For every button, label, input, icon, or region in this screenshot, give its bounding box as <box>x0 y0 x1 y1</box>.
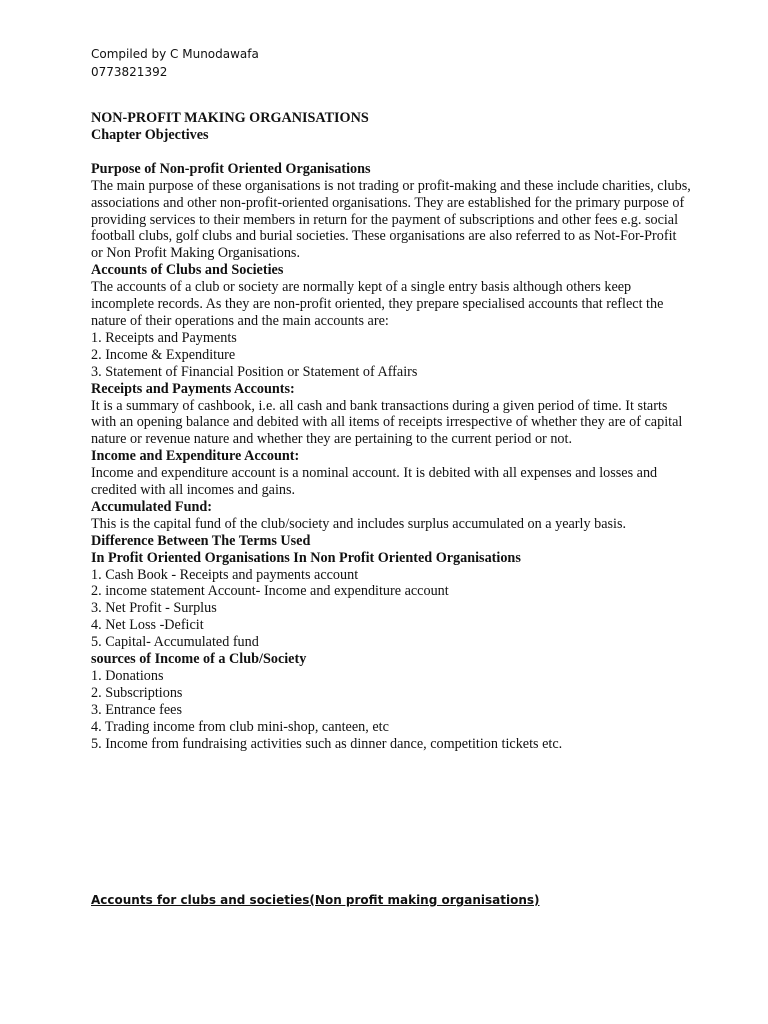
list-item: 3. Entrance fees <box>91 701 182 718</box>
sources-heading: sources of Income of a Club/Society <box>91 651 307 668</box>
list-item: 2. income statement Account- Income and expenditure account <box>91 583 449 600</box>
list-item: 3. Statement of Financial Position or Statement of Affairs <box>91 363 418 380</box>
list-item: 1. Receipts and Payments <box>91 329 237 346</box>
footer-heading: Accounts for clubs and societies(Non profit making organisations) <box>91 893 540 907</box>
chapter-objectives-heading: Chapter Objectives <box>91 126 209 143</box>
receipts-payments-heading: Receipts and Payments Accounts: <box>91 380 295 397</box>
purpose-heading: Purpose of Non-profit Oriented Organisations <box>91 160 371 177</box>
income-expenditure-paragraph: Income and expenditure account is a nominal account. It is debited with all expenses and losses and credited with all incomes and gains. <box>91 465 658 499</box>
spacer <box>91 144 691 161</box>
income-expenditure-heading: Income and Expenditure Account: <box>91 448 300 465</box>
purpose-paragraph: The main purpose of these organisations is not trading or profit-making and these include charities, clubs, associations and other non-profit-oriented organisations. They are established for the primary purpose of providing services to their members in return for the payment of subscriptions and other fees e.g. social football clubs, golf clubs and burial societies. These organisations are also referred to as Not-For-Profit or Non Profit Making Organisations. <box>91 177 691 262</box>
list-item: 5. Capital- Accumulated fund <box>91 634 259 651</box>
document-header <box>91 45 259 81</box>
document-body <box>91 110 691 753</box>
receipts-payments-paragraph: It is a summary of cashbook, i.e. all cash and bank transactions during a given period of time. It starts with an opening balance and debited with all items of receipts irrespective of whether they are of capital nature or revenue nature and whether they are pertaining to the current period or not. <box>91 397 683 448</box>
difference-subheading: In Profit Oriented Organisations In Non Profit Oriented Organisations <box>91 549 521 566</box>
compiled-by-text: Compiled by C Munodawafa <box>91 47 259 61</box>
list-item: 2. Income & Expenditure <box>91 346 236 363</box>
phone-number-text: 0773821392 <box>91 65 168 79</box>
list-item: 1. Donations <box>91 668 164 684</box>
list-item: 2. Subscriptions <box>91 684 183 701</box>
list-item: 5. Income from fundraising activities such as dinner dance, competition tickets etc. <box>91 735 563 752</box>
list-item: 1. Cash Book - Receipts and payments account <box>91 566 359 583</box>
list-item: 4. Trading income from club mini-shop, canteen, etc <box>91 718 389 735</box>
list-item: 4. Net Loss -Deficit <box>91 617 204 634</box>
document-title: NON-PROFIT MAKING ORGANISATIONS <box>91 110 369 126</box>
accumulated-fund-heading: Accumulated Fund: <box>91 498 212 515</box>
accounts-clubs-heading: Accounts of Clubs and Societies <box>91 262 284 279</box>
accumulated-fund-paragraph: This is the capital fund of the club/society and includes surplus accumulated on a yearly basis. <box>91 515 627 532</box>
accounts-clubs-paragraph: The accounts of a club or society are normally kept of a single entry basis although others keep incomplete records. As they are non-profit oriented, they prepare specialised accounts that reflect the nature of their operations and the main accounts are: <box>91 279 664 329</box>
difference-heading: Difference Between The Terms Used <box>91 532 311 549</box>
list-item: 3. Net Profit - Surplus <box>91 600 217 617</box>
